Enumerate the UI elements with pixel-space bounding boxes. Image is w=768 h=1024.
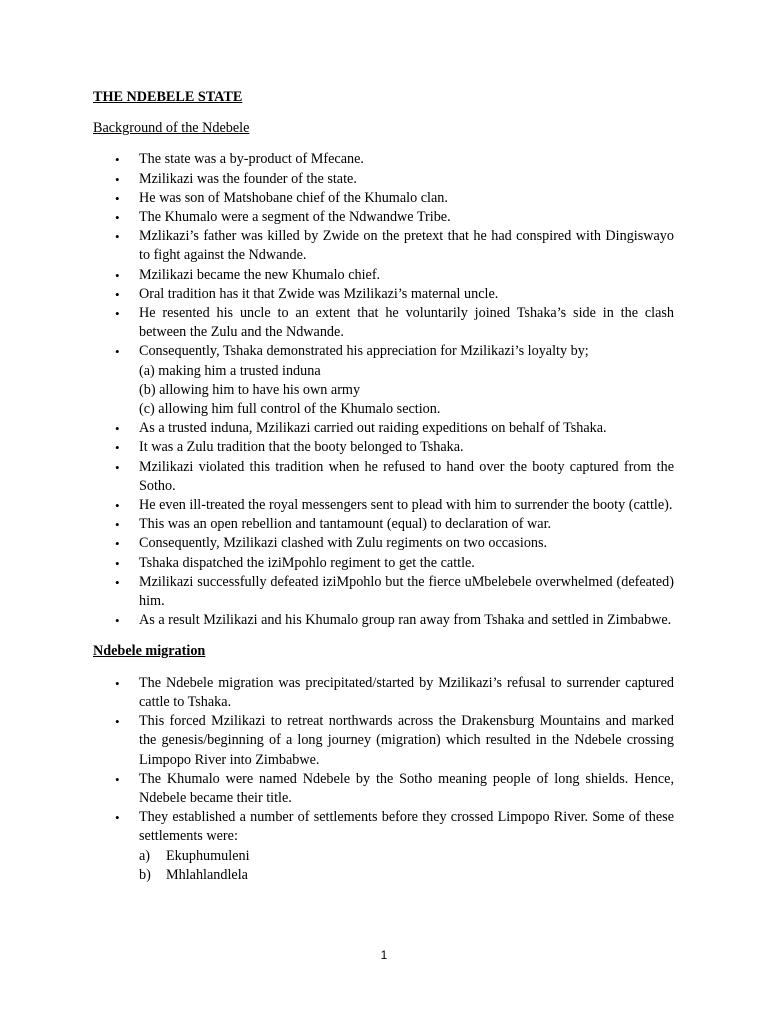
- list-item: • Oral tradition has it that Zwide was Mzilikazi’s maternal uncle.: [93, 285, 674, 304]
- list-item: • The Khumalo were a segment of the Ndwandwe Tribe.: [93, 208, 674, 227]
- bullet-icon: •: [115, 517, 120, 533]
- list-item: • The state was a by-product of Mfecane.: [93, 150, 674, 169]
- list-item: • Tshaka dispatched the iziMpohlo regiment to get the cattle.: [93, 554, 674, 573]
- bullet-icon: •: [115, 171, 120, 187]
- bullet-icon: •: [115, 440, 120, 456]
- list-item: • The Ndebele migration was precipitated/started by Mzilikazi’s refusal to surrender captured cattle to Tshaka.: [115, 674, 674, 710]
- list-item: • Mzilikazi successfully defeated iziMpohlo but the fierce uMbelebele overwhelmed (defeated) him.: [115, 573, 674, 610]
- background-list: [93, 150, 674, 630]
- list-item: • The Khumalo were named Ndebele by the Sotho meaning people of long shields. Hence, Ndebele became their title.: [115, 770, 674, 806]
- list-item: • Mzilikazi was the founder of the state.: [93, 170, 674, 189]
- sub-point: (c) allowing him full control of the Khumalo section.: [139, 401, 441, 418]
- list-item: • This forced Mzilikazi to retreat northwards across the Drakensburg Mountains and marked the genesis/beginning of a long journey (migration) which resulted in the Ndebele crossing Limpopo River into Zimbabwe.: [115, 713, 674, 768]
- sub-point: (b) allowing him to have his own army: [139, 381, 361, 398]
- list-item: • This was an open rebellion and tantamount (equal) to declaration of war.: [93, 515, 674, 534]
- bullet-icon: •: [115, 306, 120, 322]
- bullet-icon: •: [115, 810, 120, 826]
- settlement-item: b) Mhlahlandlela: [139, 866, 248, 883]
- bullet-icon: •: [115, 152, 120, 168]
- list-item: • As a result Mzilikazi and his Khumalo group ran away from Tshaka and settled in Zimbabwe.: [93, 611, 674, 630]
- list-item: • Mzilikazi became the new Khumalo chief.: [93, 266, 674, 285]
- list-item: • Consequently, Tshaka demonstrated his appreciation for Mzilikazi’s loyalty by; (a) making him a trusted induna (b) allowing him to have his own army (c) allowing him full control of the Khumalo section.: [93, 342, 674, 419]
- section-heading-background: Background of the Ndebele: [93, 120, 250, 137]
- bullet-icon: •: [115, 210, 120, 226]
- bullet-icon: •: [115, 344, 120, 360]
- document-page: [93, 88, 674, 885]
- list-item: • It was a Zulu tradition that the booty belonged to Tshaka.: [93, 438, 674, 457]
- bullet-icon: •: [115, 286, 120, 302]
- document-title: THE NDEBELE STATE: [93, 89, 243, 105]
- page-number: 1: [380, 948, 388, 962]
- bullet-icon: •: [115, 675, 120, 691]
- list-item: • He resented his uncle to an extent that he voluntarily joined Tshaka’s side in the clash between the Zulu and the Ndwande.: [115, 305, 674, 341]
- list-item: • Mzlikazi’s father was killed by Zwide on the pretext that he had conspired with Dingiswayo to fight against the Ndwande.: [115, 228, 674, 264]
- settlements-list: [139, 847, 674, 885]
- section-heading-migration: Ndebele migration: [93, 643, 206, 660]
- migration-list: [93, 674, 674, 885]
- list-item: • Mzilikazi violated this tradition when he refused to hand over the booty captured from the Sotho.: [115, 458, 674, 494]
- bullet-icon: •: [115, 229, 120, 245]
- bullet-icon: •: [115, 421, 120, 437]
- list-item: • Consequently, Mzilikazi clashed with Zulu regiments on two occasions.: [93, 534, 674, 553]
- bullet-icon: •: [115, 574, 120, 590]
- list-item: • As a trusted induna, Mzilikazi carried out raiding expeditions on behalf of Tshaka.: [93, 419, 674, 438]
- bullet-icon: •: [115, 714, 120, 730]
- bullet-icon: •: [115, 498, 120, 514]
- bullet-icon: •: [115, 267, 120, 283]
- bullet-icon: •: [115, 555, 120, 571]
- bullet-icon: •: [115, 190, 120, 206]
- bullet-icon: •: [115, 613, 120, 629]
- bullet-icon: •: [115, 536, 120, 552]
- list-item: • He even ill-treated the royal messengers sent to plead with him to surrender the booty (cattle).: [93, 496, 674, 515]
- list-item: • They established a number of settlements before they crossed Limpopo River. Some of these settlements were: a) Ekuphumuleni b) Mhlahlandlela: [93, 808, 674, 885]
- bullet-icon: •: [115, 459, 120, 475]
- sub-point: (a) making him a trusted induna: [139, 362, 321, 379]
- settlement-item: a) Ekuphumuleni: [139, 847, 250, 864]
- list-item: • He was son of Matshobane chief of the Khumalo clan.: [93, 189, 674, 208]
- bullet-icon: •: [115, 771, 120, 787]
